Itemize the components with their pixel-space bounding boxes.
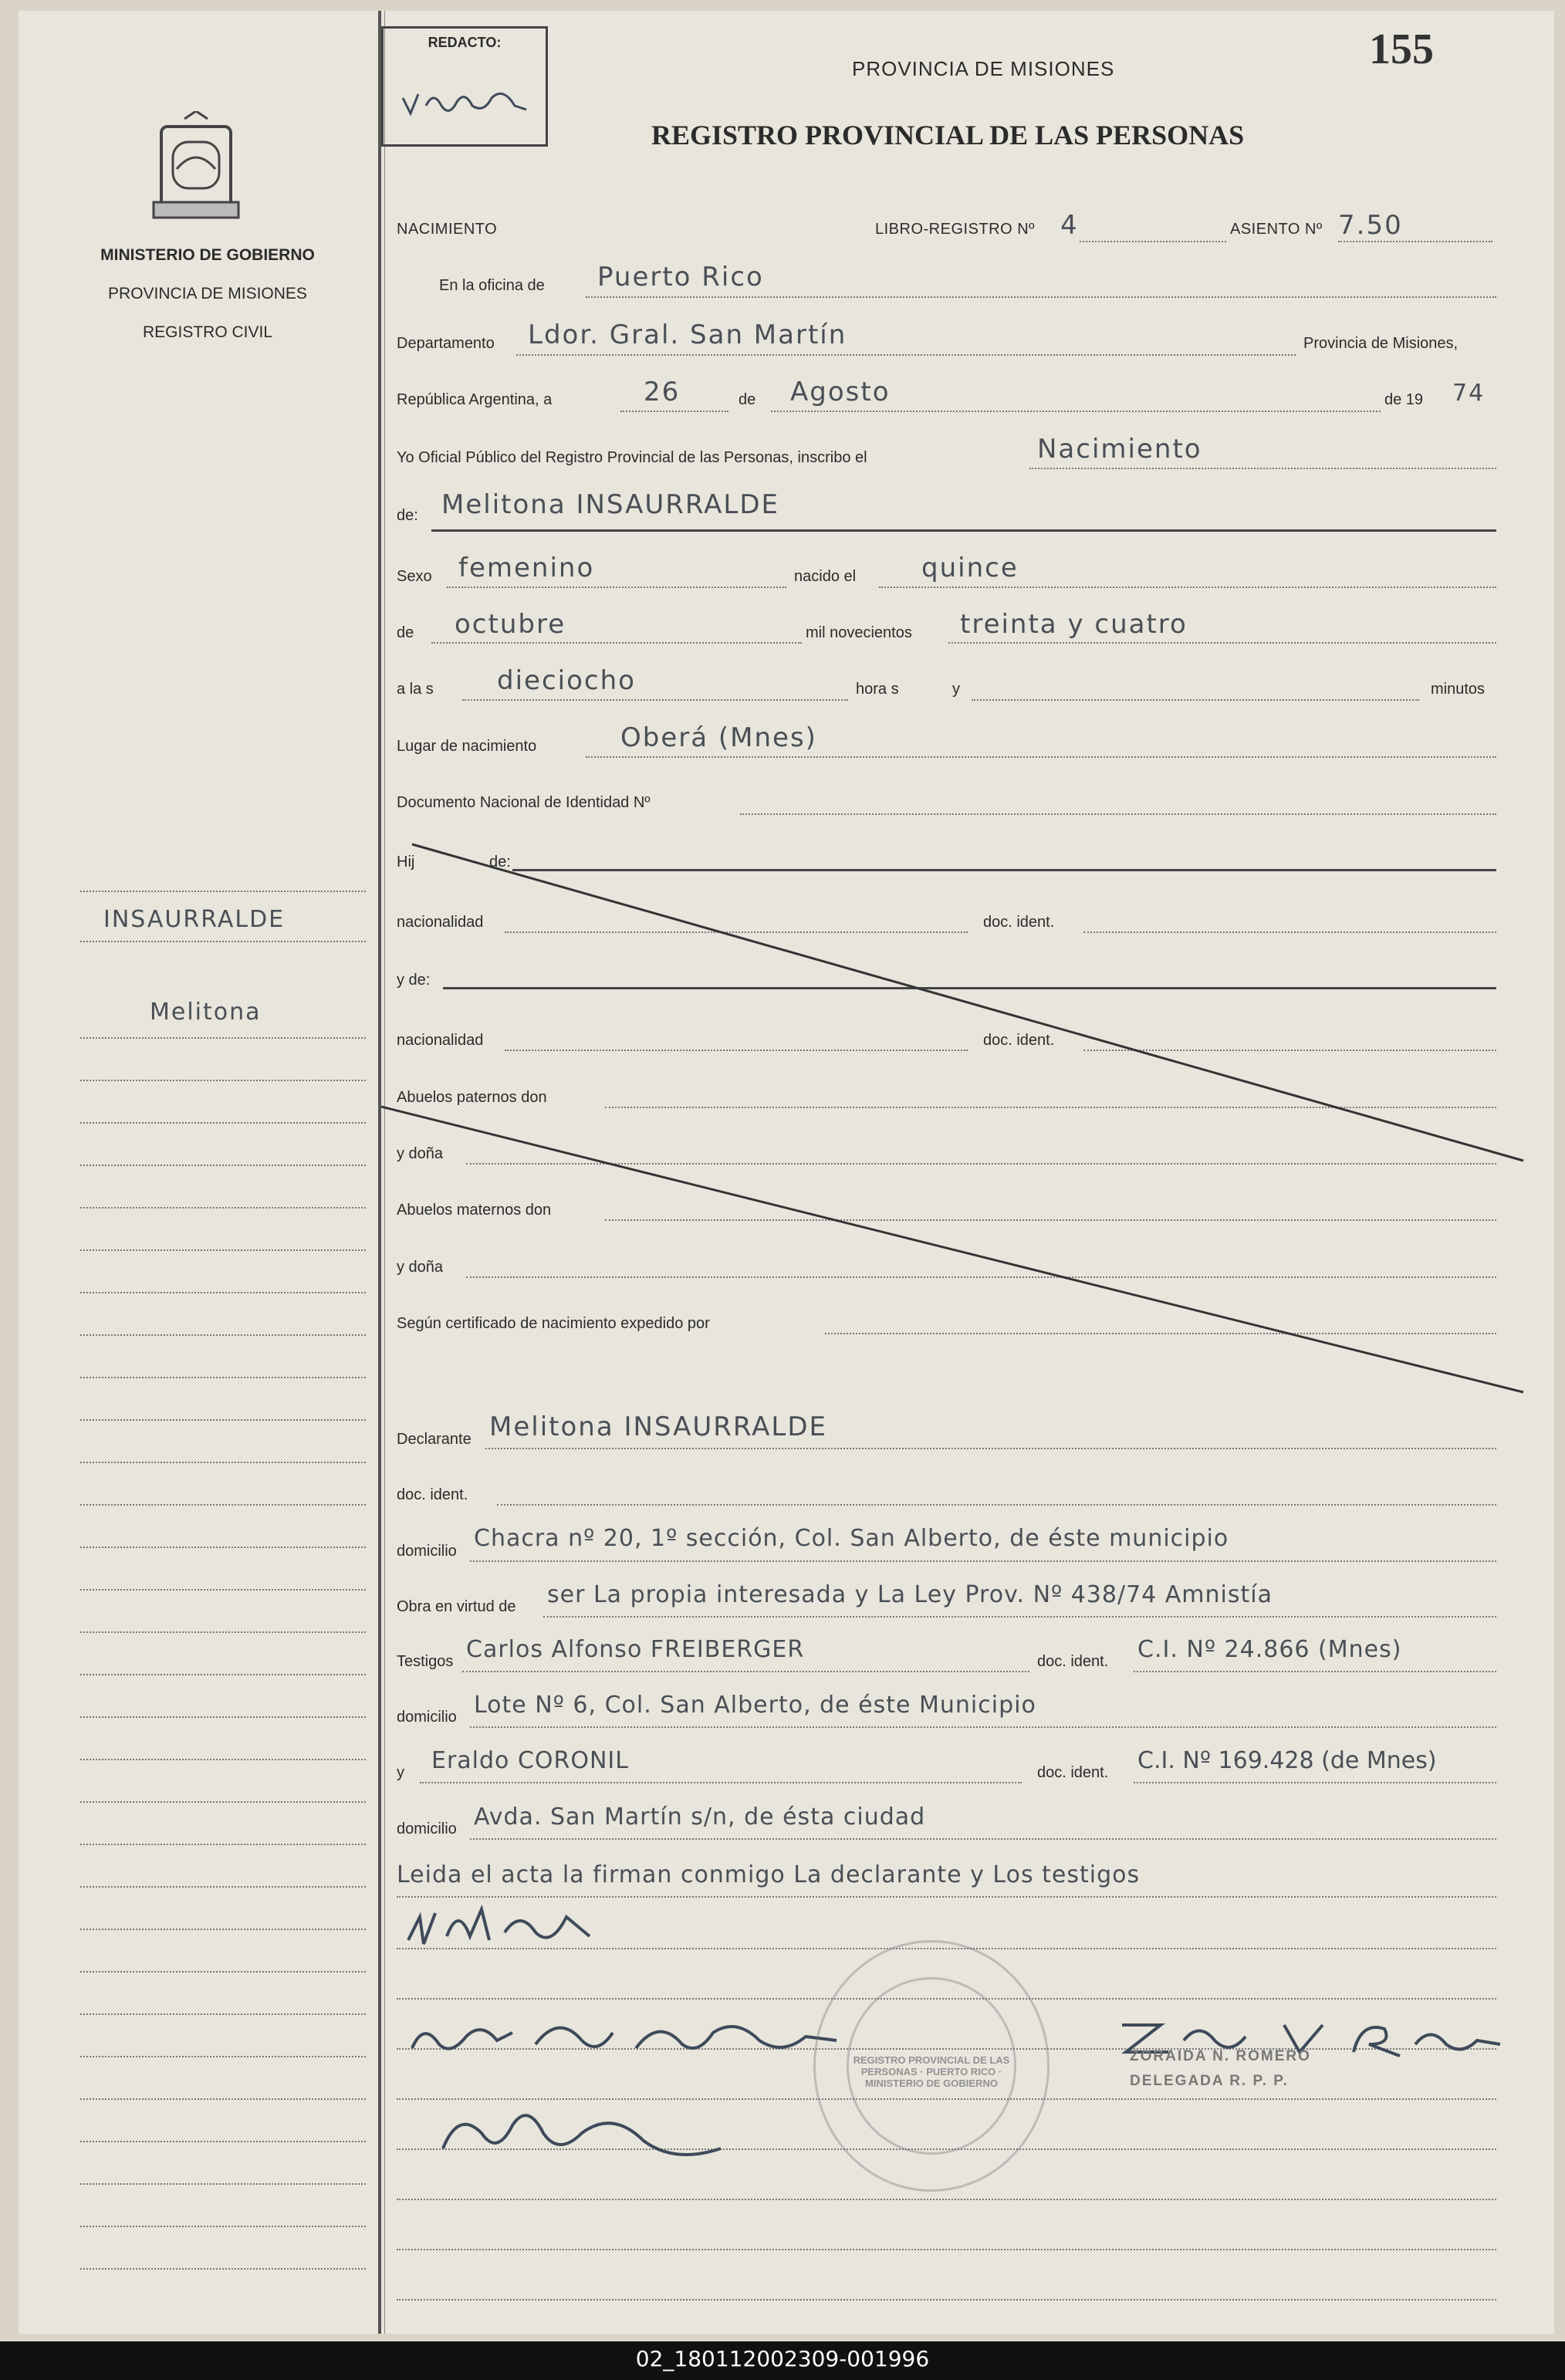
folio-number: 155 — [1369, 25, 1434, 73]
sidebar-registry-label: REGISTRO CIVIL — [142, 323, 273, 341]
lugar-label: Lugar de nacimiento — [397, 738, 537, 755]
testigos-label: Testigos — [397, 1653, 454, 1670]
asiento-label: ASIENTO Nº — [1230, 221, 1323, 238]
sexo-label: Sexo — [397, 568, 432, 585]
year-value: 74 — [1452, 380, 1486, 407]
firma-cargo: DELEGADA R. P. P. — [1130, 2073, 1289, 2089]
testigo2-dom: Avda. San Martín s/n, de ésta ciudad — [474, 1804, 926, 1831]
day-value: 26 — [644, 377, 681, 407]
libro-label: LIBRO-REGISTRO Nº — [875, 221, 1035, 238]
doc-ident5-label: doc. ident. — [1037, 1764, 1109, 1781]
testigo2-doc: C.I. Nº 169.428 (de Mnes) — [1137, 1747, 1437, 1774]
anio-nac-value: treinta y cuatro — [960, 609, 1188, 640]
nacionalidad-label: nacionalidad — [397, 914, 484, 931]
y-label: y — [952, 681, 960, 698]
testigo1-dom: Lote Nº 6, Col. San Alberto, de éste Municipio — [474, 1692, 1036, 1719]
ydona2-label: y doña — [397, 1259, 444, 1276]
firma-nombre: ZORAIDA N. ROMERO — [1130, 2048, 1311, 2064]
oficina-label: En la oficina de — [439, 277, 545, 294]
dia-nac-value: quince — [921, 553, 1019, 583]
nacimiento-label: NACIMIENTO — [397, 221, 498, 238]
doc-ident-label: doc. ident. — [983, 914, 1055, 931]
de-persona-label: de: — [397, 507, 418, 524]
leida-value: Leida el acta la firman conmigo La declarante y Los testigos — [397, 1861, 1141, 1888]
provincia-label: Provincia de Misiones, — [1303, 335, 1459, 352]
month-value: Agosto — [790, 377, 891, 407]
redacto-signature-icon — [399, 83, 530, 121]
ministry-label: MINISTERIO DE GOBIERNO — [100, 246, 315, 264]
de3-label: de: — [489, 854, 511, 871]
persona-value: Melitona INSAURRALDE — [441, 489, 780, 520]
alas-label: a la s — [397, 681, 434, 698]
nacionalidad2-label: nacionalidad — [397, 1032, 484, 1049]
declarante-signature-icon — [404, 1902, 651, 1956]
margin-surname: INSAURRALDE — [103, 906, 286, 933]
obra-label: Obra en virtud de — [397, 1598, 516, 1615]
certificado-label: Según certificado de nacimiento expedido por — [397, 1315, 710, 1332]
de-label: de — [739, 391, 756, 408]
testigo2-value: Eraldo CORONIL — [431, 1747, 629, 1774]
departamento-value: Ldor. Gral. San Martín — [528, 319, 847, 350]
year-prefix: de 19 — [1384, 391, 1424, 408]
republica-label: República Argentina, a — [397, 391, 553, 408]
lugar-value: Oberá (Mnes) — [620, 722, 817, 753]
domicilio3-label: domicilio — [397, 1820, 457, 1837]
oficina-value: Puerto Rico — [597, 262, 764, 292]
abuelos-maternos-label: Abuelos maternos don — [397, 1202, 552, 1219]
domicilio2-label: domicilio — [397, 1709, 457, 1726]
y2-label: y — [397, 1764, 404, 1781]
margin-given-name: Melitona — [150, 999, 262, 1026]
domicilio-label: domicilio — [397, 1543, 457, 1560]
testigo2-signature-icon — [428, 2094, 752, 2172]
ydona-label: y doña — [397, 1145, 444, 1162]
hijo-label: Hij — [397, 854, 415, 871]
dni-label: Documento Nacional de Identidad Nº — [397, 794, 651, 811]
obra-value: ser La propia interesada y La Ley Prov. Nº 438/74 Amnistía — [547, 1581, 1273, 1608]
testigo1-doc: C.I. Nº 24.866 (Mnes) — [1137, 1636, 1402, 1663]
minutos-label: minutos — [1431, 681, 1486, 698]
doc-ident3-label: doc. ident. — [397, 1486, 468, 1503]
image-label: 02_180112002309-001996 — [635, 2346, 930, 2372]
mil-label: mil novecientos — [806, 624, 912, 641]
horas-label: hora s — [856, 681, 899, 698]
departamento-label: Departamento — [397, 335, 495, 352]
abuelos-paternos-label: Abuelos paternos don — [397, 1089, 547, 1106]
asiento-value: 7.50 — [1338, 210, 1403, 241]
coat-of-arms-icon — [150, 111, 242, 227]
crossout-lines — [381, 829, 1539, 1400]
doc-ident2-label: doc. ident. — [983, 1032, 1055, 1049]
doc-ident4-label: doc. ident. — [1037, 1653, 1109, 1670]
nacido-label: nacido el — [794, 568, 857, 585]
hora-value: dieciocho — [497, 665, 636, 696]
redacto-box — [381, 26, 548, 147]
libro-value: 4 — [1060, 210, 1079, 241]
yde-label: y de: — [397, 972, 431, 989]
header-province: PROVINCIA DE MISIONES — [852, 57, 1115, 80]
sidebar-province-label: PROVINCIA DE MISIONES — [108, 285, 307, 303]
declarante-value: Melitona INSAURRALDE — [489, 1411, 828, 1442]
oficial-label: Yo Oficial Público del Registro Provincial de las Personas, inscribo el — [397, 449, 867, 466]
sexo-value: femenino — [458, 553, 595, 583]
declarante-label: Declarante — [397, 1431, 472, 1448]
register-page — [19, 11, 1554, 2334]
testigo1-value: Carlos Alfonso FREIBERGER — [466, 1636, 805, 1663]
stamp-text: REGISTRO PROVINCIAL DE LAS PERSONAS · PUERTO RICO · MINISTERIO DE GOBIERNO — [853, 2054, 1010, 2089]
registry-title: REGISTRO PROVINCIAL DE LAS PERSONAS — [651, 120, 1245, 150]
de2-label: de — [397, 624, 414, 641]
domicilio-value: Chacra nº 20, 1º sección, Col. San Alberto, de éste municipio — [474, 1525, 1229, 1552]
official-stamp — [813, 1940, 1050, 2192]
testigo1-signature-icon — [404, 2010, 883, 2071]
redacto-label: REDACTO: — [428, 35, 502, 50]
mes-nac-value: octubre — [455, 609, 566, 640]
inscribo-value: Nacimiento — [1037, 434, 1202, 465]
